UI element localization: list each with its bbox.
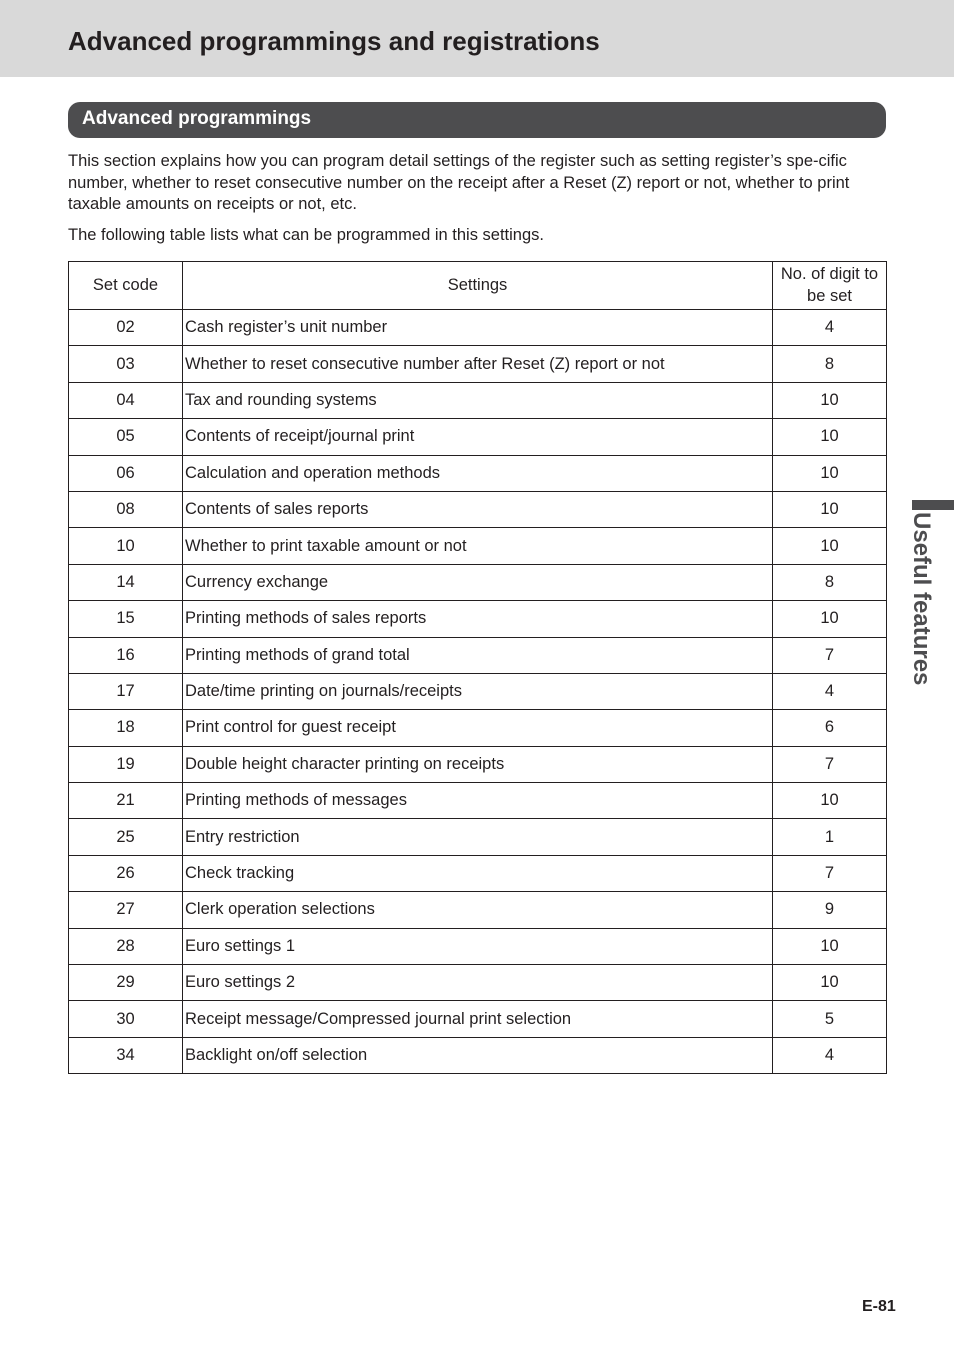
digits-cell: 10 [773, 965, 887, 1001]
digits-cell: 10 [773, 783, 887, 819]
table-row [69, 965, 887, 1001]
set-code-cell: 15 [69, 601, 183, 637]
setting-cell: Whether to print taxable amount or not [183, 528, 773, 564]
set-code-cell: 02 [69, 310, 183, 346]
digits-cell: 6 [773, 710, 887, 746]
set-code-cell: 19 [69, 746, 183, 782]
digits-cell: 10 [773, 491, 887, 527]
set-code-cell: 10 [69, 528, 183, 564]
table-row [69, 1001, 887, 1037]
set-code-cell: 27 [69, 892, 183, 928]
digits-cell: 10 [773, 382, 887, 418]
digits-cell: 7 [773, 746, 887, 782]
table-header-row [69, 262, 887, 310]
table-row [69, 1037, 887, 1073]
set-code-cell: 18 [69, 710, 183, 746]
set-code-cell: 21 [69, 783, 183, 819]
setting-cell: Print control for guest receipt [183, 710, 773, 746]
table-row [69, 419, 887, 455]
intro-paragraph: This section explains how you can program detail settings of the register such as setting register’s spe-cific number, whether to reset consecutive number on the receipt after a Reset (Z) report or not, whether to print taxable amounts on receipts or not, etc. [68, 152, 850, 213]
section-header-bar [68, 102, 886, 138]
setting-cell: Tax and rounding systems [183, 382, 773, 418]
table-row [69, 855, 887, 891]
setting-cell: Clerk operation selections [183, 892, 773, 928]
digits-cell: 4 [773, 1037, 887, 1073]
side-tab-marker [912, 500, 954, 510]
table-row [69, 819, 887, 855]
table-row [69, 382, 887, 418]
setting-cell: Cash register’s unit number [183, 310, 773, 346]
setting-cell: Contents of receipt/journal print [183, 419, 773, 455]
set-code-cell: 25 [69, 819, 183, 855]
table-intro-paragraph: The following table lists what can be programmed in this settings. [68, 226, 544, 244]
header-set-code: Set code [69, 262, 183, 310]
table-row [69, 746, 887, 782]
table-row [69, 455, 887, 491]
table-row [69, 637, 887, 673]
setting-cell: Euro settings 2 [183, 965, 773, 1001]
table-row [69, 892, 887, 928]
setting-cell: Printing methods of messages [183, 783, 773, 819]
table-row [69, 710, 887, 746]
setting-cell: Check tracking [183, 855, 773, 891]
setting-cell: Calculation and operation methods [183, 455, 773, 491]
digits-cell: 7 [773, 637, 887, 673]
setting-cell: Receipt message/Compressed journal print selection [183, 1001, 773, 1037]
digits-cell: 4 [773, 673, 887, 709]
header-band [0, 0, 954, 77]
digits-cell: 5 [773, 1001, 887, 1037]
table-row [69, 564, 887, 600]
settings-table [68, 261, 887, 1074]
page-number: E-81 [862, 1298, 896, 1315]
digits-cell: 10 [773, 601, 887, 637]
digits-cell: 4 [773, 310, 887, 346]
setting-cell: Euro settings 1 [183, 928, 773, 964]
set-code-cell: 06 [69, 455, 183, 491]
table-row [69, 346, 887, 382]
digits-cell: 8 [773, 564, 887, 600]
set-code-cell: 14 [69, 564, 183, 600]
digits-cell: 10 [773, 455, 887, 491]
table-row [69, 928, 887, 964]
digits-cell: 10 [773, 419, 887, 455]
digits-cell: 1 [773, 819, 887, 855]
page-title: Advanced programmings and registrations [68, 26, 600, 56]
setting-cell: Contents of sales reports [183, 491, 773, 527]
setting-cell: Printing methods of sales reports [183, 601, 773, 637]
setting-cell: Date/time printing on journals/receipts [183, 673, 773, 709]
set-code-cell: 30 [69, 1001, 183, 1037]
setting-cell: Whether to reset consecutive number after Reset (Z) report or not [183, 346, 773, 382]
table-body [69, 310, 887, 1074]
set-code-cell: 08 [69, 491, 183, 527]
digits-cell: 10 [773, 928, 887, 964]
digits-cell: 7 [773, 855, 887, 891]
header-digits: No. of digit to be set [773, 262, 887, 310]
setting-cell: Entry restriction [183, 819, 773, 855]
set-code-cell: 34 [69, 1037, 183, 1073]
set-code-cell: 26 [69, 855, 183, 891]
setting-cell: Currency exchange [183, 564, 773, 600]
table-row [69, 783, 887, 819]
set-code-cell: 03 [69, 346, 183, 382]
digits-cell: 8 [773, 346, 887, 382]
digits-cell: 9 [773, 892, 887, 928]
table-row [69, 491, 887, 527]
setting-cell: Double height character printing on receipts [183, 746, 773, 782]
set-code-cell: 04 [69, 382, 183, 418]
set-code-cell: 17 [69, 673, 183, 709]
header-settings: Settings [183, 262, 773, 310]
set-code-cell: 16 [69, 637, 183, 673]
setting-cell: Backlight on/off selection [183, 1037, 773, 1073]
set-code-cell: 28 [69, 928, 183, 964]
section-title: Advanced programmings [82, 108, 312, 129]
set-code-cell: 05 [69, 419, 183, 455]
table-row [69, 601, 887, 637]
set-code-cell: 29 [69, 965, 183, 1001]
side-section-label: Useful features [908, 512, 935, 686]
digits-cell: 10 [773, 528, 887, 564]
table-row [69, 528, 887, 564]
table-row [69, 310, 887, 346]
table-row [69, 673, 887, 709]
setting-cell: Printing methods of grand total [183, 637, 773, 673]
